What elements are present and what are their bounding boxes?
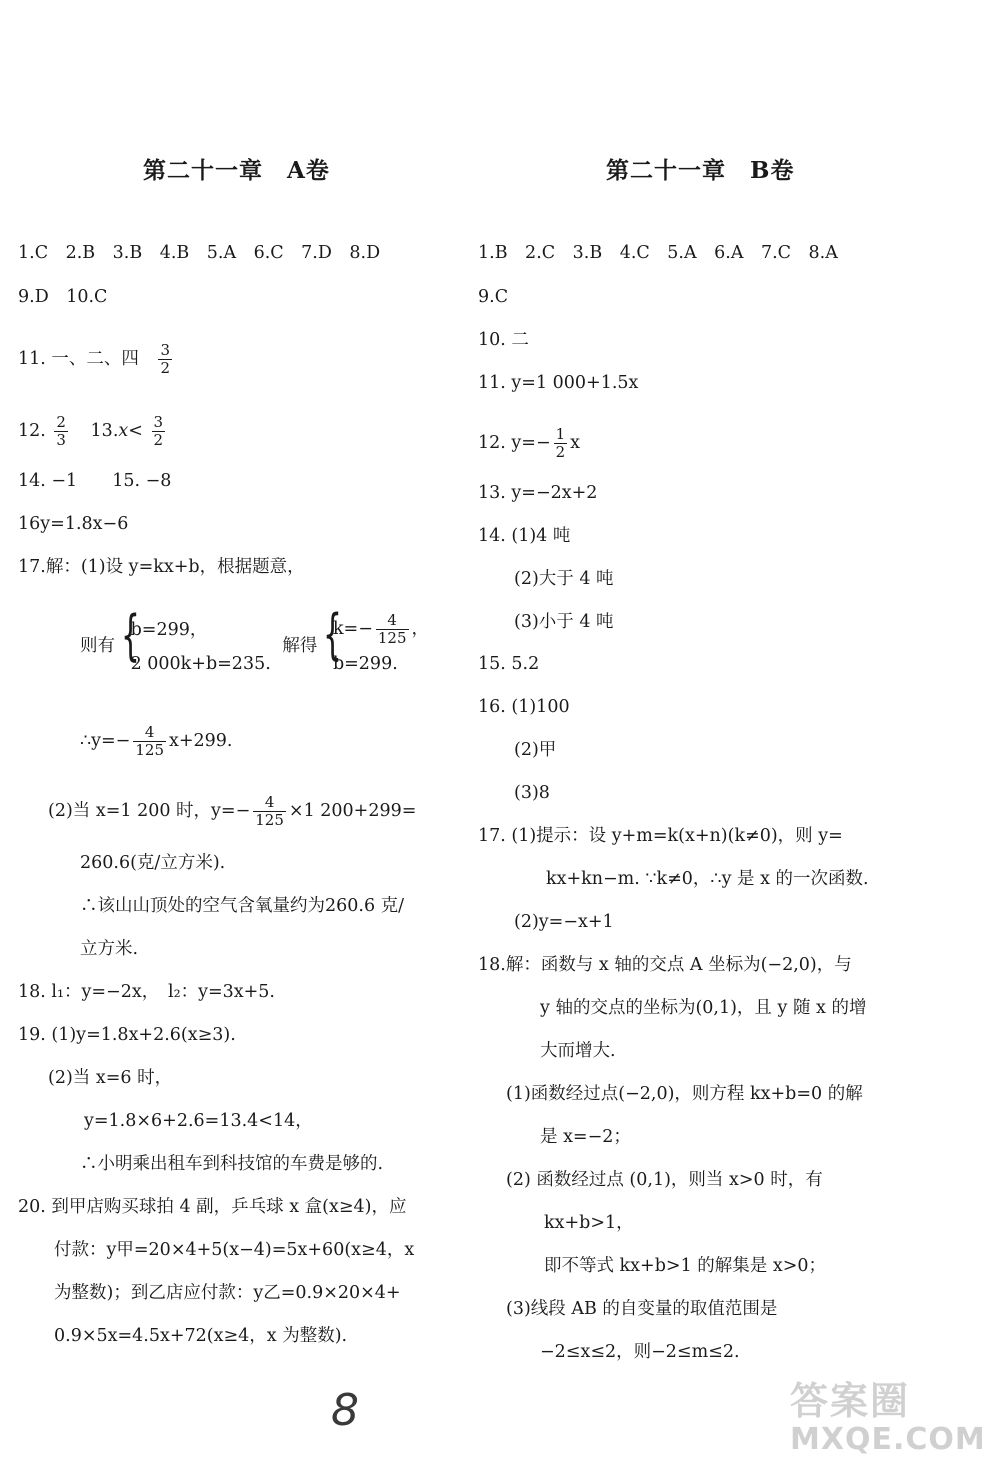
answer-18-line-2: y 轴的交点的坐标为(0,1)，且 y 随 x 的增 (540, 998, 867, 1018)
denominator: 125 (135, 741, 164, 759)
answer-18-line-10: −2≤x≤2，则−2≤m≤2. (540, 1342, 740, 1362)
watermark-logo (790, 1370, 990, 1457)
solution-b: b=299. (332, 654, 398, 674)
answer-13: 13. y=−2x+2 (478, 483, 598, 503)
fraction (376, 612, 409, 647)
answers-line-2: 9.C (478, 287, 509, 307)
answer-17-line-1: 17.解：(1)设 y=kx+b，根据题意， (18, 557, 305, 577)
denominator: 2 (153, 431, 164, 449)
answer-17-line-3: (2)y=−x+1 (514, 912, 614, 932)
answer-16-label: 16 (18, 514, 41, 534)
answer-18-line-8: 即不等式 kx+b>1 的解集是 x>0； (544, 1256, 826, 1276)
watermark-bottom: MXQE.COM (790, 1422, 986, 1457)
equation-1: b=299， (130, 619, 208, 640)
answer-12-prefix: 12. y=− (478, 433, 551, 453)
answer-12 (478, 426, 580, 461)
numerator: 3 (153, 413, 164, 431)
then-label: 则有 (80, 636, 115, 656)
fraction (54, 414, 68, 449)
answer-19-line-4: ∴小明乘出租车到科技馆的车费是够的. (80, 1154, 384, 1174)
operator: < (128, 421, 143, 441)
denominator: 125 (255, 811, 284, 829)
answer-18-line-5: 是 x=−2； (540, 1127, 631, 1147)
answer-14-line-1: 14. (1)4 吨 (478, 526, 571, 546)
numerator: 4 (133, 724, 166, 742)
numerator: 2 (56, 413, 66, 431)
answer-17-line-1: 17. (1)提示：设 y+m=k(x+n)(k≠0)，则 y= (478, 826, 843, 846)
fraction (554, 426, 568, 461)
answer-18-line-9: (3)线段 AB 的自变量的取值范围是 (506, 1299, 778, 1319)
answer-13-label: 13. (90, 421, 119, 441)
answer-16 (18, 513, 128, 535)
answer-20-line-2: 付款：y甲=20×4+5(x−4)=5x+60(x≥4，x (54, 1240, 415, 1260)
equation-2: 2 000k+b=235. (130, 653, 271, 674)
answer-18: 18. l₁：y=−2x， l₂：y=3x+5. (18, 982, 275, 1002)
answer-18-line-7: kx+b>1， (544, 1213, 634, 1233)
page-number: 8 (331, 1385, 359, 1436)
variable: x (118, 421, 129, 441)
numerator: 4 (253, 794, 286, 812)
answer-18-line-1: 18.解：函数与 x 轴的交点 A 坐标为(−2,0)，与 (478, 955, 852, 975)
fraction (253, 794, 286, 829)
answer-20-line-1: 20. 到甲店购买球拍 4 副，乒乓球 x 盒(x≥4)，应 (18, 1197, 407, 1217)
denominator: 2 (160, 359, 171, 377)
answer-20-line-3: 为整数)；到乙店应付款：y乙=0.9×20×4+ (54, 1283, 401, 1303)
numerator: 3 (160, 341, 171, 359)
answers-line-1: 1.B 2.C 3.B 4.C 5.A 6.A 7.C 8.A (478, 243, 838, 263)
chapter-title-a: 第二十一章 A卷 (143, 157, 330, 184)
denominator: 3 (56, 431, 66, 449)
numerator: 1 (555, 425, 566, 443)
watermark-top: 答案圈 (790, 1379, 911, 1423)
answers-line-1: 1.C 2.B 3.B 4.B 5.A 6.C 7.D 8.D (18, 243, 381, 263)
answer-16-eq: y=1.8x−6 (40, 514, 129, 534)
solution-system (322, 603, 430, 681)
equation-system (120, 603, 271, 681)
answer-17-system (80, 603, 430, 681)
answer-17-part-2 (48, 794, 416, 829)
denominator: 125 (377, 629, 407, 647)
answer-14-line-3: (3)小于 4 吨 (514, 612, 614, 632)
answer-19-line-1: 19. (1)y=1.8x+2.6(x≥3). (18, 1025, 236, 1045)
chapter-title-b: 第二十一章 B卷 (606, 157, 795, 184)
answer-14-15: 14. −1 15. −8 (18, 471, 172, 491)
answer-14-line-2: (2)大于 4 吨 (514, 569, 614, 589)
answers-line-2: 9.D 10.C (18, 287, 108, 307)
answer-17-line-2: kx+kn−m. ∵k≠0，∴y 是 x 的一次函数. (546, 869, 869, 889)
answer-11 (18, 342, 175, 377)
answer-18-line-3: 大而增大. (540, 1041, 616, 1061)
answer-17-result (80, 724, 233, 759)
answer-19-line-3: y=1.8×6+2.6=13.4<14， (84, 1111, 313, 1131)
answer-17-conclusion-1: ∴该山山顶处的空气含氧量约为260.6 克/ (80, 896, 405, 916)
part2-suffix: ×1 200+299= (288, 801, 417, 821)
k-prefix: k=− (332, 619, 373, 639)
brace-icon: { (322, 603, 342, 666)
answer-19-line-2: (2)当 x=6 时， (48, 1068, 173, 1088)
answer-17-conclusion-2: 立方米. (80, 939, 139, 959)
answer-12-label: 12. (18, 421, 46, 441)
answer-17-part-2b: 260.6(克/立方米). (80, 853, 226, 873)
answer-20-line-4: 0.9×5x=4.5x+72(x≥4，x 为整数). (54, 1326, 348, 1346)
result-prefix: ∴y=− (80, 731, 131, 751)
numerator: 4 (376, 612, 409, 630)
fraction (158, 342, 172, 377)
answer-12-13 (18, 414, 168, 449)
answer-15: 15. 5.2 (478, 654, 540, 674)
fraction (152, 414, 166, 449)
answer-11-text: 11. 一、二、四 (18, 349, 139, 369)
answer-18-line-4: (1)函数经过点(−2,0)，则方程 kx+b=0 的解 (506, 1084, 863, 1104)
solution-k (333, 612, 429, 647)
part2-prefix: (2)当 x=1 200 时，y=− (48, 801, 251, 821)
result-suffix: x+299. (169, 731, 233, 751)
answer-11: 11. y=1 000+1.5x (478, 373, 639, 393)
answer-16-line-1: 16. (1)100 (478, 697, 570, 717)
answer-16-line-3: (3)8 (514, 783, 550, 803)
fraction (133, 724, 166, 759)
answer-12-suffix: x (570, 433, 581, 453)
answer-16-line-2: (2)甲 (514, 740, 557, 760)
k-suffix: ， (411, 619, 430, 639)
answer-18-line-6: (2) 函数经过点 (0,1)，则当 x>0 时，有 (506, 1170, 823, 1190)
brace-icon: { (120, 603, 140, 667)
answer-10: 10. 二 (478, 330, 529, 350)
denominator: 2 (555, 443, 566, 461)
solve-label: 解得 (282, 636, 318, 656)
